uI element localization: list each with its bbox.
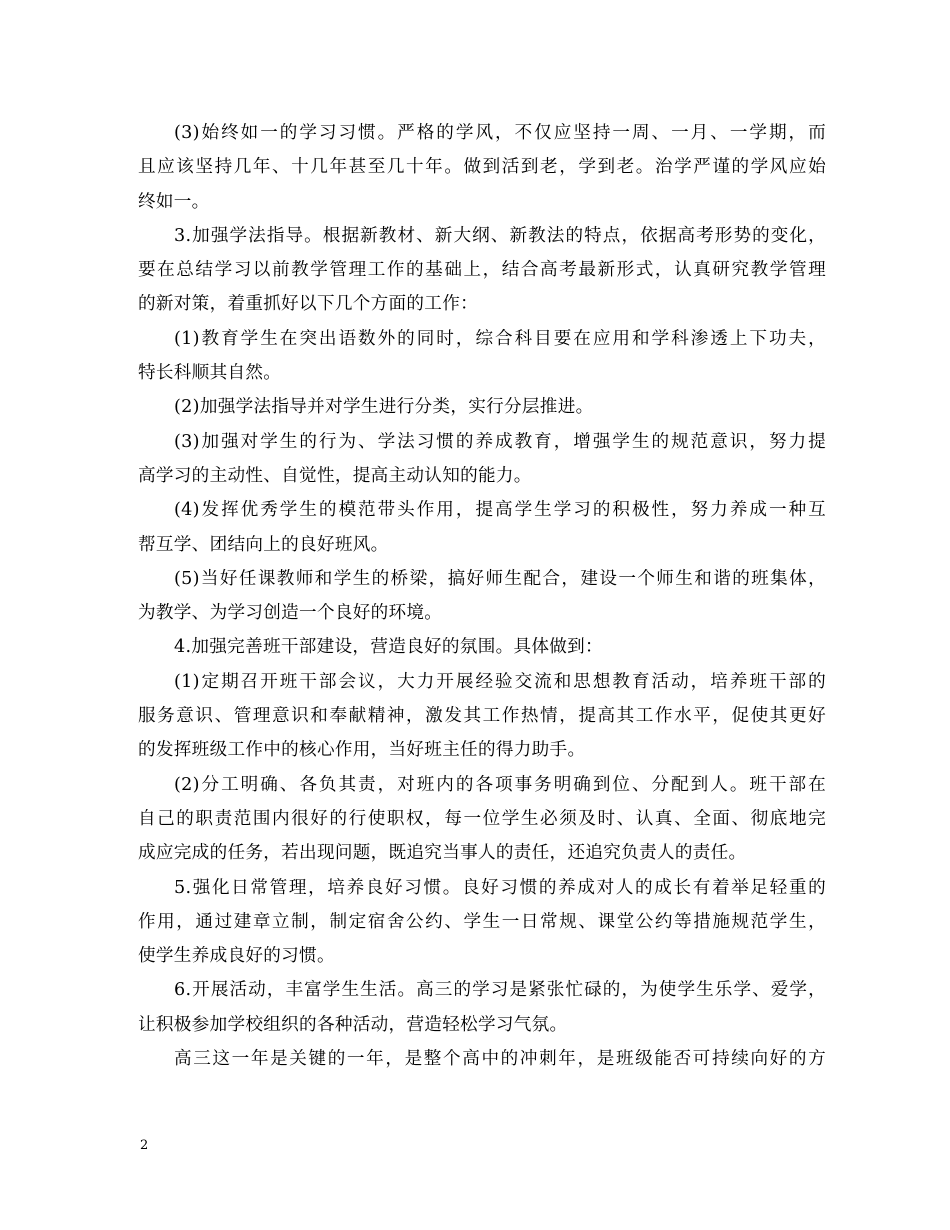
page-number: 2: [140, 1138, 149, 1153]
text-line: 为教学、为学习创造一个良好的环境。: [138, 603, 443, 624]
text-line: 5.强化日常管理，培养良好习惯。良好习惯的养成对人的成长有着举足轻重的: [174, 877, 826, 898]
text-line: 且应该坚持几年、十几年甚至几十年。做到活到老，学到老。治学严谨的学风应始: [138, 157, 826, 178]
text-line: 终如一。: [138, 191, 210, 212]
text-line: 6.开展活动，丰富学生生活。高三的学习是紧张忙碌的，为使学生乐学、爱学，: [174, 980, 826, 1001]
text-line: 高学习的主动性、自觉性，提高主动认知的能力。: [138, 465, 532, 486]
text-line: 作用，通过建章立制，制定宿舍公约、学生一日常规、课堂公约等措施规范学生，: [138, 911, 826, 932]
text-line: (1)定期召开班干部会议，大力开展经验交流和思想教育活动，培养班干部的: [174, 671, 826, 692]
text-line: 服务意识、管理意识和奉献精神，激发其工作热情，提高其工作水平，促使其更好: [138, 706, 826, 727]
text-line: (5)当好任课教师和学生的桥梁，搞好师生配合，建设一个师生和谐的班集体，: [174, 568, 826, 589]
text-line: 自己的职责范围内很好的行使职权，每一位学生必须及时、认真、全面、彻底地完: [138, 808, 826, 829]
text-line: (2)分工明确、各负其责，对班内的各项事务明确到位、分配到人。班干部在: [174, 774, 826, 795]
text-line: 让积极参加学校组织的各种活动，营造轻松学习气氛。: [138, 1014, 568, 1035]
text-line: 的新对策，着重抓好以下几个方面的工作：: [138, 294, 478, 315]
text-line: 帮互学、团结向上的良好班风。: [138, 534, 389, 555]
text-line: 高三这一年是关键的一年，是整个高中的冲刺年，是班级能否可持续向好的方: [174, 1049, 826, 1070]
body-text: [138, 116, 826, 1076]
text-line: (1)教育学生在突出语数外的同时，综合科目要在应用和学科渗透上下功夫，: [174, 328, 826, 349]
text-line: 的发挥班级工作中的核心作用，当好班主任的得力助手。: [138, 740, 586, 761]
text-line: (3)加强对学生的行为、学法习惯的养成教育，增强学生的规范意识，努力提: [174, 431, 826, 452]
text-line: (3)始终如一的学习习惯。严格的学风，不仅应坚持一周、一月、一学期，而: [174, 123, 826, 143]
text-line: 使学生养成良好的习惯。: [138, 946, 335, 967]
text-line: 3.加强学法指导。根据新教材、新大纲、新教法的特点，依据高考形势的变化，: [174, 225, 826, 246]
text-line: 特长科顺其自然。: [138, 363, 282, 384]
text-line: 4.加强完善班干部建设，营造良好的氛围。具体做到：: [174, 637, 603, 658]
text-line: 成应完成的任务，若出现问题，既追究当事人的责任，还追究负责人的责任。: [138, 843, 747, 864]
text-line: (2)加强学法指导并对学生进行分类，实行分层推进。: [174, 397, 594, 418]
text-line: (4)发挥优秀学生的模范带头作用，提高学生学习的积极性，努力养成一种互: [174, 500, 826, 521]
text-line: 要在总结学习以前教学管理工作的基础上，结合高考最新形式，认真研究教学管理: [138, 260, 826, 281]
